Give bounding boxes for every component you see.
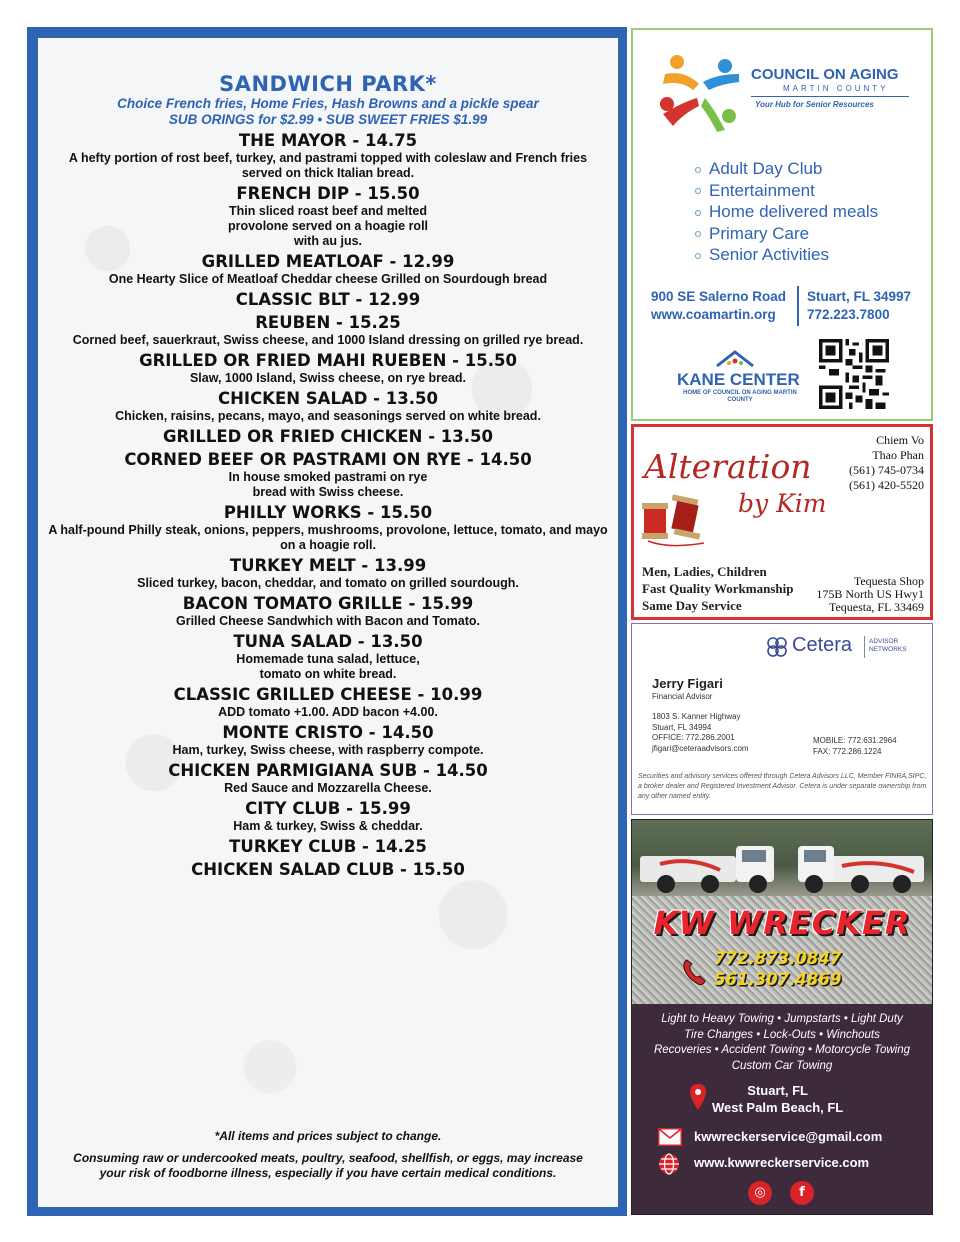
coa-phone: 772.223.7800	[807, 307, 890, 322]
advisor-phones	[813, 736, 897, 757]
coa-service-item	[695, 244, 878, 266]
kw-email[interactable]: kwwreckerservice@gmail.com	[694, 1129, 883, 1144]
menu-item-name: TUNA SALAD - 13.50	[233, 632, 423, 651]
advisor-email[interactable]: jfigari@ceteraadvisors.com	[652, 743, 749, 753]
bullet-icon	[695, 253, 701, 259]
alteration-contacts	[849, 433, 924, 493]
coa-service-label: Primary Care	[709, 223, 810, 243]
menu-item	[38, 450, 618, 500]
advisor-title: Financial Advisor	[652, 692, 713, 701]
kw-phone-numbers	[714, 948, 841, 990]
advisor-fax: FAX: 772.286.1224	[813, 746, 882, 756]
alteration-logo-subtext: by Kim	[738, 489, 827, 518]
menu-item-desc: A hefty portion of rost beef, turkey, and pastrami topped with coleslaw and French fries served on thick Italian bread.	[68, 151, 588, 180]
coa-contact-block	[807, 288, 911, 324]
menu-item	[38, 556, 618, 591]
menu-item	[38, 427, 618, 447]
kane-center-name: KANE CENTER	[677, 370, 800, 389]
food-safety-warning-line1: Consuming raw or undercooked meats, poultry, seafood, shellfish, or eggs, may increase	[73, 1151, 583, 1165]
facebook-icon[interactable]: f	[790, 1181, 814, 1205]
alteration-services	[642, 563, 793, 614]
menu-subtitle-sides: Choice French fries, Home Fries, Hash Browns and a pickle spear	[117, 96, 539, 111]
coa-services-list	[695, 158, 878, 266]
bullet-icon	[695, 210, 701, 216]
menu-item-desc: Thin sliced roast beef and melted provolone served on a hoagie roll with au jus.	[227, 204, 429, 248]
menu-item-name: GRILLED MEATLOAF - 12.99	[201, 252, 455, 271]
kw-service-line: Light to Heavy Towing • Jumpstarts • Light Duty	[661, 1013, 903, 1025]
kw-location: West Palm Beach, FL	[712, 1100, 844, 1115]
tow-truck-icon	[640, 834, 790, 896]
advisor-mobile: MOBILE: 772.631.2964	[813, 736, 897, 745]
advisor-street: 1803 S. Kanner Highway	[652, 712, 741, 721]
menu-item	[38, 351, 618, 386]
coa-county: MARTIN COUNTY	[783, 84, 889, 93]
tow-truck-icon	[798, 834, 928, 896]
menu-item-name: BACON TOMATO GRILLE - 15.99	[182, 594, 474, 613]
council-on-aging-ad[interactable]	[631, 28, 933, 421]
advisor-name: Jerry Figari	[652, 676, 723, 691]
cetera-brand-sub-line: NETWORKS	[869, 646, 907, 653]
menu-panel	[27, 27, 627, 1216]
menu-item	[38, 503, 618, 553]
alteration-logo-text: Alteration	[644, 447, 812, 486]
menu-item	[38, 799, 618, 834]
menu-item-desc: In house smoked pastrami on rye bread with Swiss cheese.	[228, 470, 428, 499]
menu-item-name: CLASSIC BLT - 12.99	[235, 290, 421, 309]
council-on-aging-logo-icon	[655, 52, 747, 134]
coa-service-item	[695, 201, 878, 223]
cetera-brand-sub	[869, 638, 907, 654]
menu-item-desc: A half-pound Philly steak, onions, peppers, mushrooms, provolone, lettuce, tomato, and mayo on a hoagie roll.	[48, 523, 608, 552]
kane-center-roof-icon	[713, 348, 757, 368]
kw-phone: 561.307.4869	[714, 970, 842, 989]
menu-item-name: CHICKEN SALAD CLUB - 15.50	[191, 860, 465, 879]
price-disclaimer: *All items and prices subject to change.	[214, 1129, 442, 1143]
food-safety-warning-line2: your risk of foodborne illness, especially if you have certain medical conditions.	[99, 1166, 557, 1180]
menu-item-name: FRENCH DIP - 15.50	[236, 184, 420, 203]
menu-item-desc: ADD tomato +1.00. ADD bacon +4.00.	[218, 705, 438, 719]
coa-city: Stuart, FL 34997	[807, 289, 912, 304]
menu-item-desc: Grilled Cheese Sandwhich with Bacon and Tomato.	[176, 614, 480, 628]
menu-item-desc: Ham, turkey, Swiss cheese, with raspberry compote.	[172, 743, 484, 757]
menu-item-desc: Ham & turkey, Swiss & cheddar.	[233, 819, 423, 833]
alteration-service-line: Men, Ladies, Children	[642, 564, 767, 579]
menu-item-desc: Corned beef, sauerkraut, Swiss cheese, and 1000 Island dressing on grilled rye bread.	[72, 333, 584, 347]
coa-service-label: Senior Activities	[709, 245, 829, 264]
advisor-city: Stuart, FL 34994	[652, 722, 712, 732]
coa-divider	[751, 96, 909, 97]
alteration-phone: (561) 420-5520	[849, 478, 924, 492]
advisor-office-phone: OFFICE: 772.286.2001	[652, 733, 735, 742]
cetera-logo-icon	[764, 636, 790, 658]
menu-item	[38, 290, 618, 310]
coa-address: 900 SE Salerno Road	[651, 289, 787, 304]
menu-item	[38, 723, 618, 758]
kw-service-line: Tire Changes • Lock-Outs • Winchouts	[684, 1028, 880, 1041]
coa-service-label: Home delivered meals	[709, 202, 879, 221]
menu-item-desc: Red Sauce and Mozzarella Cheese.	[224, 781, 432, 795]
menu-item-name: TURKEY MELT - 13.99	[229, 556, 427, 575]
coa-address-divider	[797, 286, 799, 326]
menu-item-name: CITY CLUB - 15.99	[245, 799, 411, 818]
menu-item-desc: One Hearty Slice of Meatloaf Cheddar cheese Grilled on Sourdough bread	[108, 272, 548, 286]
menu-item	[38, 632, 618, 682]
menu-item-name: GRILLED OR FRIED CHICKEN - 13.50	[163, 427, 493, 446]
menu-item	[38, 685, 618, 720]
alteration-by-kim-ad[interactable]	[631, 424, 933, 620]
menu-item-name: MONTE CRISTO - 14.50	[222, 723, 434, 742]
coa-name: COUNCIL ON AGING	[751, 66, 899, 83]
menu-item	[38, 184, 618, 249]
menu-item-name: REUBEN - 15.25	[255, 313, 401, 332]
thread-spool-icon	[638, 493, 710, 549]
bullet-icon	[695, 167, 701, 173]
menu-item	[38, 131, 618, 181]
menu-title: SANDWICH PARK*	[219, 72, 437, 96]
menu-item	[38, 389, 618, 424]
menu-item-name: THE MAYOR - 14.75	[238, 131, 418, 150]
cetera-brand-sub-line: ADVISOR	[869, 638, 899, 645]
menu-item-name: PHILLY WORKS - 15.50	[223, 503, 433, 522]
menu-item	[38, 837, 618, 857]
alteration-contact-name: Thao Phan	[872, 448, 924, 462]
alteration-service-line: Same Day Service	[642, 598, 742, 613]
alteration-service-line: Fast Quality Workmanship	[642, 581, 794, 596]
menu-item	[38, 860, 618, 880]
menu-subtitle-subs: SUB ORINGS for $2.99 • SUB SWEET FRIES $1.99	[168, 112, 488, 127]
menu-item	[38, 594, 618, 629]
alteration-phone: (561) 745-0734	[849, 463, 924, 477]
menu-disclaimer	[38, 1129, 618, 1181]
menu-content	[38, 38, 618, 1207]
menu-item-name: CHICKEN SALAD - 13.50	[218, 389, 438, 408]
coa-tagline: Your Hub for Senior Resources	[755, 100, 874, 109]
kw-phone: 772.873.0847	[714, 949, 842, 968]
menu-item-desc: Slaw, 1000 Island, Swiss cheese, on rye bread.	[189, 371, 467, 385]
cetera-divider	[864, 636, 865, 658]
location-pin-icon	[690, 1084, 706, 1110]
menu-item-name: CHICKEN PARMIGIANA SUB - 14.50	[168, 761, 488, 780]
alteration-shop-address	[816, 575, 924, 614]
alteration-shop-name: Tequesta Shop	[853, 574, 924, 588]
menu-item	[38, 313, 618, 348]
phone-icon	[682, 958, 706, 986]
qr-code-icon[interactable]	[819, 339, 889, 409]
alteration-shop-city: Tequesta, FL 33469	[828, 600, 924, 614]
mail-icon	[658, 1128, 682, 1146]
cetera-brand: Cetera	[792, 634, 853, 656]
globe-icon	[658, 1153, 680, 1175]
instagram-icon[interactable]: ◎	[748, 1181, 772, 1205]
coa-service-label: Entertainment	[709, 180, 815, 200]
kw-service-line: Recoveries • Accident Towing • Motorcycle Towing	[653, 1044, 911, 1056]
kw-wrecker-ad[interactable]	[631, 819, 933, 1215]
coa-service-item	[695, 158, 878, 180]
advisor-address	[652, 712, 749, 754]
menu-item-name: TURKEY CLUB - 14.25	[229, 837, 427, 856]
kane-center-subtitle: HOME OF COUNCIL ON AGING MARTIN COUNTY	[683, 390, 797, 403]
coa-service-item	[695, 223, 878, 245]
alteration-shop-street: 175B North US Hwy1	[816, 587, 924, 601]
menu-item	[38, 252, 618, 287]
menu-item-name: CLASSIC GRILLED CHEESE - 10.99	[173, 685, 483, 704]
coa-service-label: Adult Day Club	[709, 159, 823, 178]
cetera-legal-text: Securities and advisory services offered through Cetera Advisors LLC, Member FINRA,SIPC, a broker dealer and Registered Investment Advisor. Cetera is under separate ownership from any other named entity.	[638, 773, 927, 800]
coa-website[interactable]: www.coamartin.org	[651, 307, 776, 322]
menu-item-desc: Chicken, raisins, pecans, mayo, and seasonings served on white bread.	[115, 409, 541, 423]
bullet-icon	[695, 188, 701, 194]
coa-address-block	[651, 288, 786, 324]
kw-wrecker-logo: KW WRECKER	[653, 904, 911, 942]
kw-service-line: Custom Car Towing	[731, 1059, 833, 1072]
menu-item-name: GRILLED OR FRIED MAHI RUEBEN - 15.50	[139, 351, 517, 370]
kw-location: Stuart, FL	[747, 1083, 808, 1098]
cetera-advisor-ad[interactable]	[631, 623, 933, 815]
menu-item-desc: Sliced turkey, bacon, cheddar, and tomato on grilled sourdough.	[137, 576, 519, 590]
menu-item-name: CORNED BEEF OR PASTRAMI ON RYE - 14.50	[124, 450, 532, 469]
coa-service-item	[695, 180, 878, 202]
kw-services	[632, 1012, 932, 1074]
kw-locations	[712, 1082, 843, 1116]
bullet-icon	[695, 231, 701, 237]
alteration-contact-name: Chiem Vo	[876, 433, 924, 447]
kw-website[interactable]: www.kwwreckerservice.com	[694, 1155, 870, 1170]
menu-item-desc: Homemade tuna salad, lettuce, tomato on white bread.	[236, 652, 420, 681]
menu-item	[38, 761, 618, 796]
